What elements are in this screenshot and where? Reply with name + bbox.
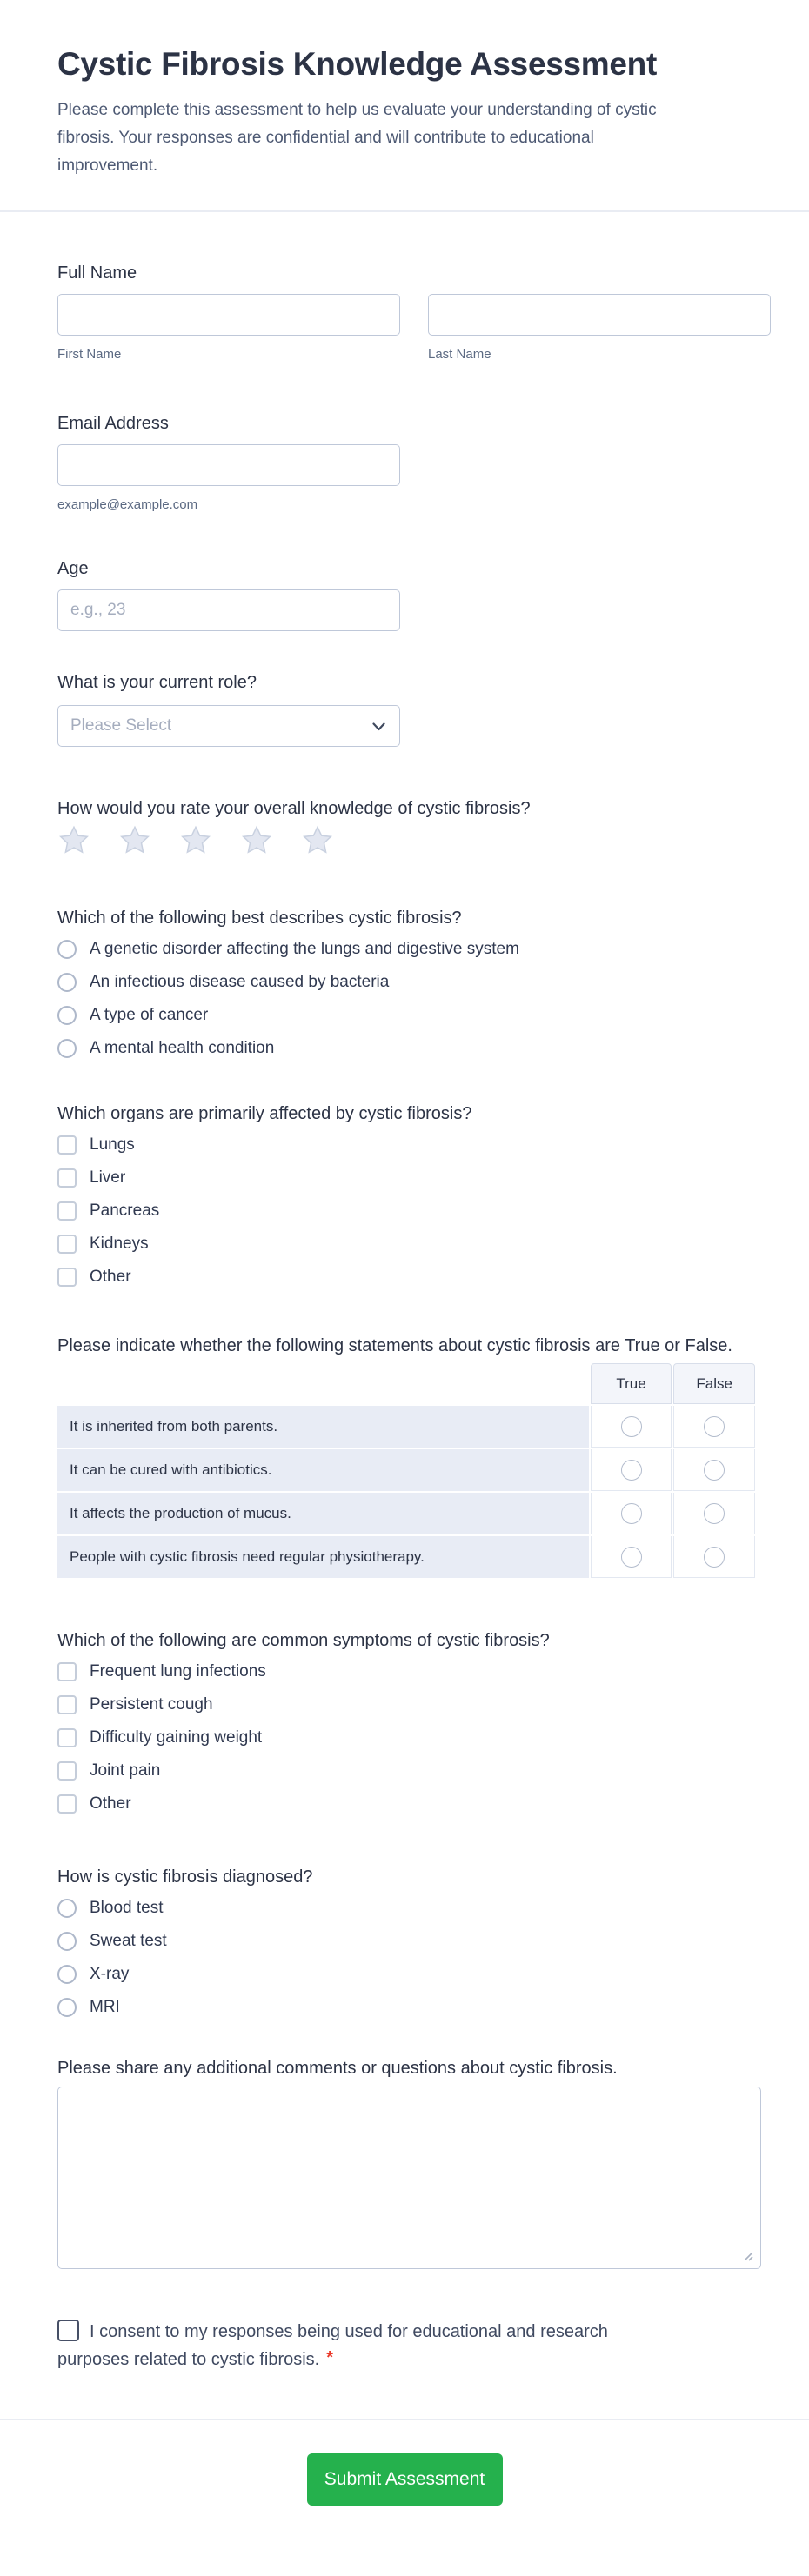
email-label: Email Address [57, 414, 169, 433]
statement-cell: It affects the production of mucus. [57, 1493, 589, 1534]
rating-section [57, 797, 771, 856]
checkbox-option-symptoms-4[interactable] [57, 1791, 771, 1817]
footer-divider [0, 2419, 809, 2420]
checkbox[interactable] [57, 1268, 77, 1287]
describes-section [57, 907, 771, 1062]
radio-option-describes-0[interactable] [57, 936, 771, 962]
radio-cell-true-row-3[interactable] [591, 1536, 672, 1578]
star-icon-1[interactable] [57, 825, 90, 856]
option-label: Other [90, 1268, 131, 1286]
checkbox[interactable] [57, 1794, 77, 1814]
radio-cell-true-row-0[interactable] [591, 1406, 672, 1448]
checkbox-option-symptoms-2[interactable] [57, 1725, 771, 1751]
resize-handle-icon[interactable] [741, 2249, 753, 2261]
option-label: MRI [90, 1998, 120, 2016]
option-label: An infectious disease caused by bacteria [90, 973, 390, 991]
diagnosis-options [57, 1895, 771, 2020]
comments-label: Please share any additional comments or questions about cystic fibrosis. [57, 2059, 618, 2078]
true-false-table [57, 1363, 755, 1578]
option-label: Lungs [90, 1135, 135, 1154]
radio-cell-false-row-0[interactable] [673, 1406, 755, 1448]
radio-cell-false-row-3[interactable] [673, 1536, 755, 1578]
last-name-input[interactable] [428, 294, 771, 336]
option-label: A type of cancer [90, 1006, 209, 1024]
option-label: X-ray [90, 1965, 130, 1983]
role-select[interactable] [57, 705, 400, 747]
radio-option-describes-3[interactable] [57, 1035, 771, 1062]
statement-cell: People with cystic fibrosis need regular physiotherapy. [57, 1536, 589, 1578]
organs-section [57, 1102, 771, 1290]
organs-label: Which organs are primarily affected by cystic fibrosis? [57, 1104, 472, 1123]
form-description [57, 97, 757, 180]
radio-cell-false-row-1[interactable] [673, 1449, 755, 1491]
radio-button[interactable] [621, 1547, 642, 1568]
option-label: Kidneys [90, 1235, 149, 1253]
first-name-input[interactable] [57, 294, 400, 336]
checkbox[interactable] [57, 1695, 77, 1714]
comments-textarea-wrap [57, 2087, 761, 2269]
radio-cell-true-row-2[interactable] [591, 1493, 672, 1534]
radio-button[interactable] [57, 1965, 77, 1984]
option-label: Other [90, 1794, 131, 1813]
column-header-false: False [673, 1363, 755, 1404]
checkbox[interactable] [57, 1728, 77, 1747]
star-icon-4[interactable] [240, 825, 273, 856]
comments-textarea[interactable] [58, 2087, 760, 2268]
radio-button[interactable] [704, 1503, 725, 1524]
consent-section [57, 2318, 771, 2373]
statement-cell: It is inherited from both parents. [57, 1406, 589, 1448]
checkbox-option-symptoms-1[interactable] [57, 1692, 771, 1718]
describes-label: Which of the following best describes cystic fibrosis? [57, 909, 462, 928]
role-section [57, 671, 771, 747]
checkbox[interactable] [57, 1662, 77, 1681]
last-name-sublabel: Last Name [428, 347, 491, 362]
symptoms-label: Which of the following are common symptoms of cystic fibrosis? [57, 1631, 550, 1650]
radio-button[interactable] [57, 1899, 77, 1918]
full-name-section [57, 262, 771, 363]
radio-button[interactable] [57, 1006, 77, 1025]
diagnosis-section [57, 1866, 771, 2020]
checkbox-option-organs-3[interactable] [57, 1231, 771, 1257]
column-header-true: True [591, 1363, 672, 1404]
table-row [57, 1493, 755, 1534]
organs-options [57, 1132, 771, 1290]
statement-cell: It can be cured with antibiotics. [57, 1449, 589, 1491]
radio-button[interactable] [704, 1547, 725, 1568]
option-label: Blood test [90, 1899, 164, 1917]
checkbox[interactable] [57, 1135, 77, 1155]
option-label: Joint pain [90, 1761, 161, 1780]
rating-label: How would you rate your overall knowledge of cystic fibrosis? [57, 799, 531, 818]
chevron-down-icon [372, 722, 385, 731]
checkbox[interactable] [57, 1201, 77, 1221]
full-name-label: Full Name [57, 263, 137, 283]
comments-section [57, 2057, 771, 2269]
star-icon-2[interactable] [118, 825, 151, 856]
radio-cell-false-row-2[interactable] [673, 1493, 755, 1534]
checkbox-option-organs-4[interactable] [57, 1264, 771, 1290]
checkbox[interactable] [57, 1761, 77, 1781]
checkbox-option-organs-0[interactable] [57, 1132, 771, 1158]
checkbox-option-organs-2[interactable] [57, 1198, 771, 1224]
form-description-line: Please complete this assessment to help us evaluate your understanding of cystic [57, 101, 657, 119]
first-name-sublabel: First Name [57, 347, 122, 362]
form-description-line: fibrosis. Your responses are confidential and will contribute to educational [57, 129, 594, 147]
radio-button[interactable] [57, 973, 77, 992]
email-input[interactable] [57, 444, 400, 486]
email-section [57, 412, 771, 514]
email-sublabel: example@example.com [57, 497, 198, 512]
header-divider [0, 210, 809, 212]
table-row [57, 1406, 755, 1448]
true-false-section [57, 1335, 771, 1578]
consent-text-line: I consent to my responses being used for educational and research [90, 2322, 608, 2341]
checkbox-option-organs-1[interactable] [57, 1165, 771, 1191]
describes-options [57, 936, 771, 1062]
table-header-spacer [57, 1363, 589, 1404]
option-label: Frequent lung infections [90, 1662, 266, 1681]
radio-button[interactable] [621, 1503, 642, 1524]
required-asterisk: * [326, 2348, 334, 2367]
radio-button[interactable] [57, 940, 77, 959]
option-label: Pancreas [90, 1201, 160, 1220]
radio-option-diagnosis-3[interactable] [57, 1994, 771, 2020]
checkbox-option-symptoms-0[interactable] [57, 1659, 771, 1685]
radio-button[interactable] [704, 1416, 725, 1437]
option-label: A mental health condition [90, 1039, 275, 1057]
option-label: Sweat test [90, 1932, 167, 1950]
age-input[interactable] [57, 589, 400, 631]
page-title: Cystic Fibrosis Knowledge Assessment [57, 46, 657, 82]
radio-button[interactable] [704, 1460, 725, 1481]
symptoms-section [57, 1629, 771, 1817]
radio-option-describes-2[interactable] [57, 1002, 771, 1028]
radio-button[interactable] [57, 1998, 77, 2017]
checkbox[interactable] [57, 1168, 77, 1188]
role-label: What is your current role? [57, 673, 257, 692]
true-false-label: Please indicate whether the following statements about cystic fibrosis are True or False. [57, 1336, 732, 1355]
option-label: Persistent cough [90, 1695, 213, 1714]
radio-button[interactable] [621, 1416, 642, 1437]
radio-option-diagnosis-0[interactable] [57, 1895, 771, 1921]
star-icon-5[interactable] [301, 825, 334, 856]
consent-checkbox[interactable] [57, 2320, 79, 2341]
star-icon-3[interactable] [179, 825, 212, 856]
table-row [57, 1536, 755, 1578]
radio-cell-true-row-1[interactable] [591, 1449, 672, 1491]
form-description-line: improvement. [57, 156, 158, 175]
table-header-row [57, 1363, 755, 1404]
radio-option-describes-1[interactable] [57, 969, 771, 995]
role-select-value: Please Select [70, 716, 172, 735]
age-section [57, 557, 771, 631]
symptoms-options [57, 1659, 771, 1817]
consent-text-line: purposes related to cystic fibrosis. [57, 2350, 320, 2369]
age-label: Age [57, 559, 89, 578]
submit-button[interactable]: Submit Assessment [307, 2453, 503, 2506]
table-row [57, 1449, 755, 1491]
option-label: A genetic disorder affecting the lungs and digestive system [90, 940, 519, 958]
checkbox[interactable] [57, 1235, 77, 1254]
radio-button[interactable] [57, 1039, 77, 1058]
radio-option-diagnosis-1[interactable] [57, 1928, 771, 1954]
radio-option-diagnosis-2[interactable] [57, 1961, 771, 1987]
checkbox-option-symptoms-3[interactable] [57, 1758, 771, 1784]
radio-button[interactable] [57, 1932, 77, 1951]
diagnosis-label: How is cystic fibrosis diagnosed? [57, 1867, 313, 1887]
star-rating[interactable] [57, 825, 771, 856]
option-label: Liver [90, 1168, 126, 1187]
radio-button[interactable] [621, 1460, 642, 1481]
option-label: Difficulty gaining weight [90, 1728, 263, 1747]
form-header [0, 0, 809, 180]
